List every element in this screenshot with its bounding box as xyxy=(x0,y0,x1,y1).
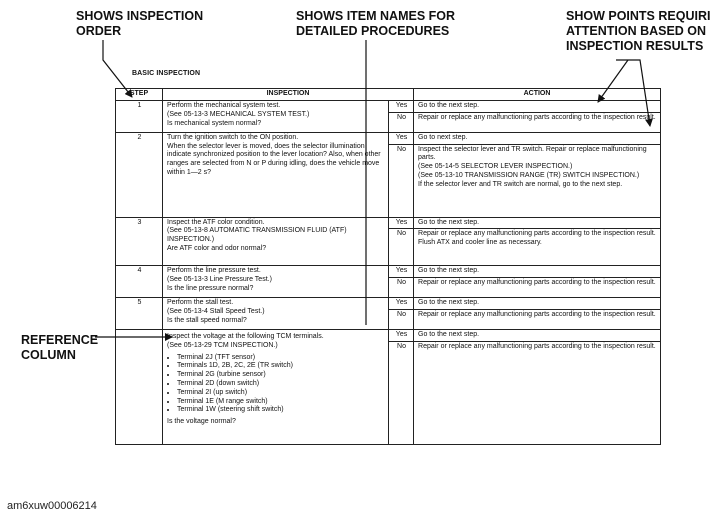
inspection-question: Is the voltage normal? xyxy=(167,418,236,426)
inspection-table xyxy=(115,88,661,445)
table-row xyxy=(116,329,661,341)
list-item: • Terminal 2I (up switch) xyxy=(177,389,385,398)
callout-attention-points: SHOW POINTS REQUIRI ATTENTION BASED ON INSPECTION RESULTS xyxy=(566,9,711,53)
inspection-text: Inspect the ATF color condition. (See 05-13-8 AUTOMATIC TRANSMISSION FLUID (ATF) INSPECTION.) Are ATF color and odor normal? xyxy=(163,217,389,266)
yes-label: Yes xyxy=(389,329,414,341)
inspection-text: Perform the line pressure test. (See 05-13-3 Line Pressure Test.) Is the line pressure normal? xyxy=(163,266,389,298)
no-action: Inspect the selector lever and TR switch. Repair or replace malfunctioning parts. (See 05-14-5 SELECTOR LEVER INSPECTION.) (See 05-13-10 TRANSMISSION RANGE (TR) SWITCH INSPECTION.) If the selector lever and TR switch are normal, go to the next step. xyxy=(414,144,661,217)
image-caption: am6xuw00006214 xyxy=(7,500,97,512)
list-item: • Terminals 1D, 2B, 2C, 2E (TR switch) xyxy=(177,362,385,371)
no-action: Repair or replace any malfunctioning parts according to the inspection result. xyxy=(414,341,661,444)
step-number xyxy=(116,329,163,444)
no-action: Repair or replace any malfunctioning parts according to the inspection result. xyxy=(414,309,661,329)
header-step: STEP xyxy=(116,89,163,101)
list-item: • Terminal 1W (steering shift switch) xyxy=(177,406,385,415)
terminal-list xyxy=(167,354,385,416)
table-row xyxy=(116,101,661,113)
no-label: No xyxy=(389,112,414,132)
inspection-text: Perform the stall test. (See 05-13-4 Stall Speed Test.) Is the stall speed normal? xyxy=(163,298,389,330)
table-header-row xyxy=(116,89,661,101)
list-item: • Terminal 1E (M range switch) xyxy=(177,398,385,407)
yes-action: Go to the next step. xyxy=(414,298,661,310)
yes-label: Yes xyxy=(389,101,414,113)
inspection-text: Perform the mechanical system test. (See 05-13-3 MECHANICAL SYSTEM TEST.) Is mechanical system normal? xyxy=(163,101,389,133)
no-label: No xyxy=(389,278,414,298)
yes-action: Go to the next step. xyxy=(414,101,661,113)
list-item: • Terminal 2D (down switch) xyxy=(177,380,385,389)
no-action: Repair or replace any malfunctioning parts according to the inspection result. Flush ATX and cooler line as necessary. xyxy=(414,229,661,266)
inspection-text: Turn the ignition switch to the ON position. When the selector lever is moved, does the selector illumination indicate synchronized position to the lever location? Also, when other ranges are selected from N or P during idling, does the vehicle move within 1—2 s? xyxy=(163,132,389,217)
step-number: 5 xyxy=(116,298,163,330)
yes-label: Yes xyxy=(389,132,414,144)
yes-label: Yes xyxy=(389,298,414,310)
step-number: 3 xyxy=(116,217,163,266)
callout-inspection-order: SHOWS INSPECTION ORDER xyxy=(76,9,204,38)
no-label: No xyxy=(389,144,414,217)
header-inspection: INSPECTION xyxy=(163,89,414,101)
no-label: No xyxy=(389,341,414,444)
no-action: Repair or replace any malfunctioning parts according to the inspection result. xyxy=(414,112,661,132)
callout-item-names: SHOWS ITEM NAMES FOR DETAILED PROCEDURES xyxy=(296,9,456,38)
yes-action: Go to the next step. xyxy=(414,217,661,229)
yes-label: Yes xyxy=(389,266,414,278)
step-number: 4 xyxy=(116,266,163,298)
yes-action: Go to the next step. xyxy=(414,266,661,278)
step-number: 2 xyxy=(116,132,163,217)
no-label: No xyxy=(389,309,414,329)
table-row xyxy=(116,217,661,229)
yes-label: Yes xyxy=(389,217,414,229)
step-number: 1 xyxy=(116,101,163,133)
section-title: BASIC INSPECTION xyxy=(132,70,201,77)
no-label: No xyxy=(389,229,414,266)
table-row xyxy=(116,266,661,278)
list-item: • Terminal 2J (TFT sensor) xyxy=(177,354,385,363)
inspection-text: Inspect the voltage at the following TCM terminals. (See 05-13-29 TCM INSPECTION.) • Terminal 2J (TFT sensor) • Terminals 1D, 2B, 2C, 2E (TR switch) • Terminal 2G (turbine sensor) • Terminal 2D (down switch) • Terminal 2I (up switch) • Terminal 1E (M range switch) • Terminal 1W (steering shift switch) Is the voltage normal? xyxy=(163,329,389,444)
yes-action: Go to next step. xyxy=(414,132,661,144)
no-action: Repair or replace any malfunctioning parts according to the inspection result. xyxy=(414,278,661,298)
table-row xyxy=(116,298,661,310)
header-action: ACTION xyxy=(414,89,661,101)
list-item: • Terminal 2G (turbine sensor) xyxy=(177,371,385,380)
table-row xyxy=(116,132,661,144)
yes-action: Go to the next step. xyxy=(414,329,661,341)
callout-reference-column: REFERENCE COLUMN xyxy=(21,333,99,362)
